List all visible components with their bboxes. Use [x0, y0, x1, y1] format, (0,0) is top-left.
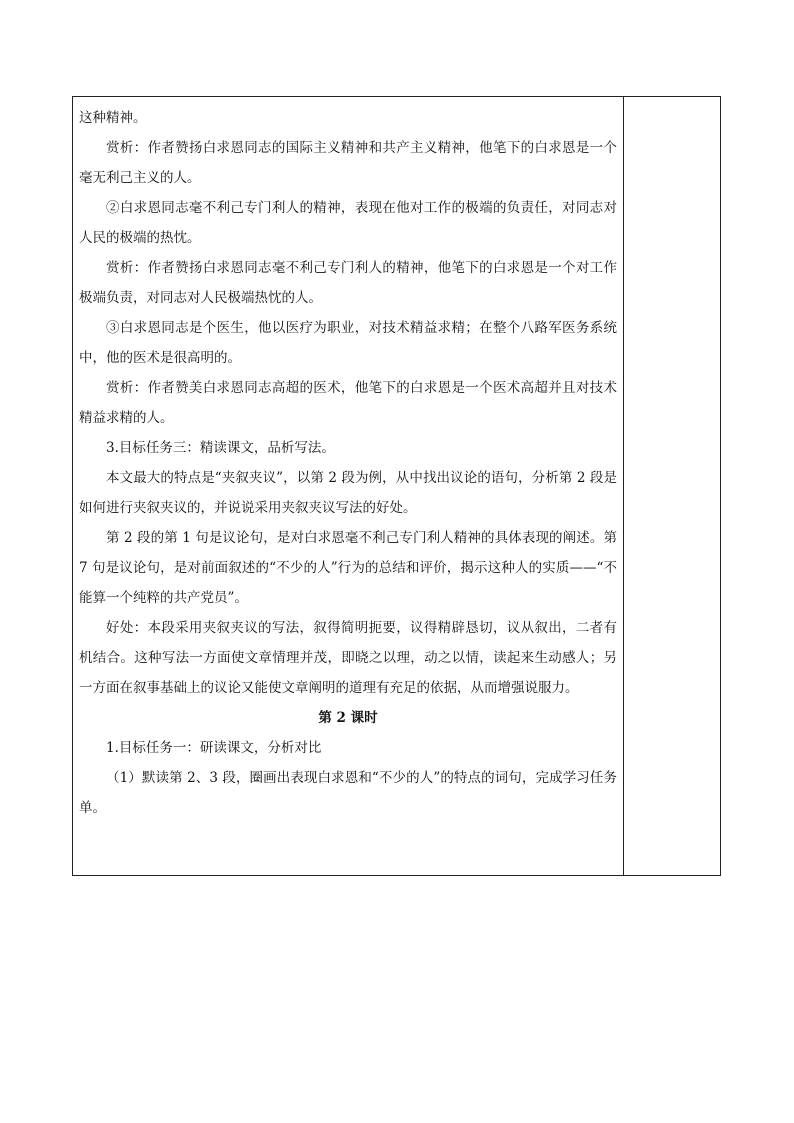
paragraph: 好处：本段采用夹叙夹议的写法，叙得简明扼要，议得精辟恳切，议从叙出，二者有机结合。这种写法一方面使文章情理并茂，即晓之以理，动之以情，读起来生动感人；另一方面在叙事基础上的议论又能使文章阐明的道理有充足的依据，从而增强说服力。	[79, 620, 617, 696]
paragraph: 第 2 段的第 1 句是议论句，是对白求恩毫不利己专门利人精神的具体表现的阐述。第 7 句是议论句，是对前面叙述的“不少的人”行为的总结和评价，揭示这种人的实质——“不能算一个纯粹的共产党员”。	[79, 530, 617, 606]
lesson-heading: 第 2 课时	[318, 710, 378, 726]
lesson-plan-table	[72, 96, 721, 876]
notes-cell	[624, 97, 720, 875]
paragraph: ②白求恩同志毫不利己专门利人的精神，表现在他对工作的极端的负责任，对同志对人民的极端的热忱。	[79, 200, 617, 246]
paragraph: 赏析：作者赞扬白求恩同志毫不利己专门利人的精神，他笔下的白求恩是一个对工作极端负责，对同志对人民极端热忱的人。	[79, 260, 617, 306]
paragraph: ③白求恩同志是个医生，他以医疗为职业，对技术精益求精；在整个八路军医务系统中，他的医术是很高明的。	[79, 320, 617, 366]
paragraph: 这种精神。	[79, 110, 147, 126]
content-cell	[79, 103, 617, 823]
paragraph: 3.目标任务三：精读课文，品析写法。	[106, 440, 335, 456]
paragraph: 本文最大的特点是“夹叙夹议”，以第 2 段为例，从中找出议论的语句，分析第 2 段是如何进行夹叙夹议的，并说说采用夹叙夹议写法的好处。	[79, 470, 617, 516]
paragraph: 1.目标任务一：研读课文，分析对比	[106, 740, 322, 756]
paragraph: 赏析：作者赞美白求恩同志高超的医术，他笔下的白求恩是一个医术高超并且对技术精益求精的人。	[79, 380, 617, 426]
paragraph: （1）默读第 2、3 段，圈画出表现白求恩和“不少的人”的特点的词句，完成学习任务单。	[79, 770, 617, 816]
paragraph: 赏析：作者赞扬白求恩同志的国际主义精神和共产主义精神，他笔下的白求恩是一个毫无利己主义的人。	[79, 140, 617, 186]
